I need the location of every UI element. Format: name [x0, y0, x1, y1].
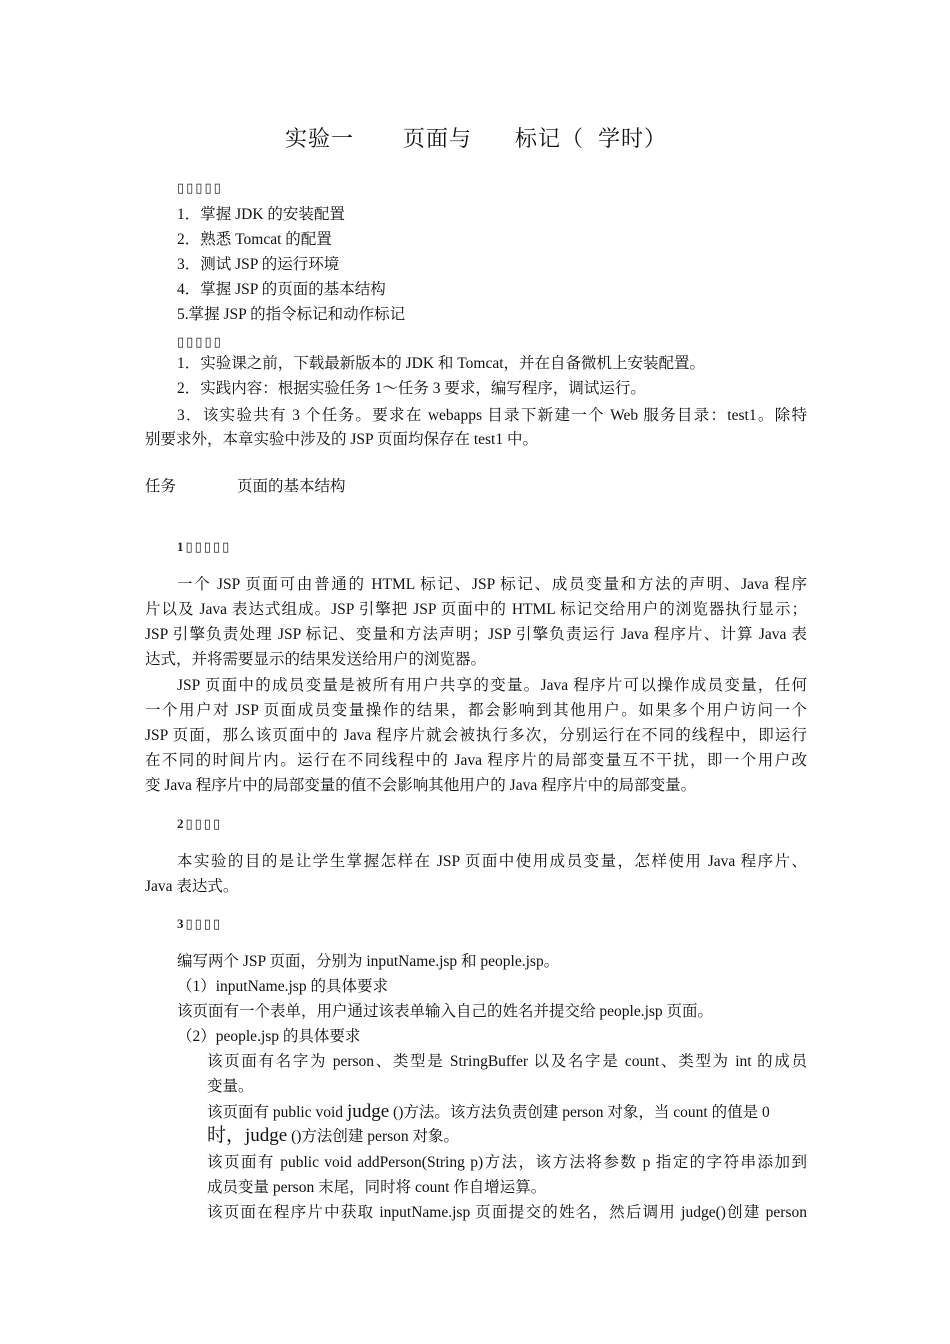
text-run-large: 时， — [207, 1125, 246, 1146]
paragraph-line — [207, 1100, 807, 1125]
paragraph-line: Java 表达式。 — [145, 878, 239, 895]
sub2-heading: 2▯▯▯▯ — [177, 816, 223, 831]
paragraph-line: 变量。 — [207, 1078, 254, 1095]
paragraph-line: 一个用户对 JSP 页面成员变量操作的结果，都会影响到其他用户。如果多个用户访问一个 — [145, 702, 807, 719]
paragraph-line: 在不同的时间片内。运行在不同线程中的 Java 程序片的局部变量互不干扰，即一个用户改 — [145, 752, 807, 769]
title-part4: 学时） — [598, 126, 668, 151]
paragraph-line: 该页面有名字为 person、类型是 StringBuffer 以及名字是 count、类型为 int 的成员 — [207, 1053, 807, 1070]
paragraph-line: 达式，并将需要显示的结果发送给用户的浏览器。 — [145, 651, 487, 668]
objective-item: 2．熟悉 Tomcat 的配置 — [177, 231, 332, 248]
objective-item: 4．掌握 JSP 的页面的基本结构 — [177, 281, 386, 298]
paragraph-line — [207, 1124, 459, 1149]
paragraph-line: JSP 引擎负责处理 JSP 标记、变量和方法声明；JSP 引擎负责运行 Java 程序片、计算 Java 表 — [145, 626, 807, 643]
requirement-item-continued: 别要求外，本章实验中涉及的 JSP 页面均保存在 test1 中。 — [145, 431, 538, 448]
paragraph-line: 一个 JSP 页面可由普通的 HTML 标记、JSP 标记、成员变量和方法的声明、Java 程序 — [177, 576, 807, 593]
requirement-title: （1）inputName.jsp 的具体要求 — [177, 978, 388, 995]
requirement-item: 1．实验课之前，下载最新版本的 JDK 和 Tomcat，并在自备微机上安装配置。 — [177, 355, 706, 372]
text-run: 该页面有 public void — [207, 1104, 347, 1121]
paragraph-line: 编写两个 JSP 页面，分别为 inputName.jsp 和 people.jsp。 — [177, 953, 560, 970]
paragraph-line: 成员变量 person 末尾，同时将 count 作自增运算。 — [207, 1179, 547, 1196]
objective-item: 5.掌握 JSP 的指令标记和动作标记 — [177, 306, 406, 323]
section2-heading: ▯▯▯▯▯ — [177, 334, 223, 349]
paragraph-line: 该页面有 public void addPerson(String p)方法，该方法将参数 p 指定的字符串添加到 — [207, 1154, 807, 1171]
requirement-item: 3．该实验共有 3 个任务。要求在 webapps 目录下新建一个 Web 服务目录：test1。除特 — [177, 407, 807, 424]
requirement-title: （2）people.jsp 的具体要求 — [177, 1028, 361, 1045]
sub1-heading: 1▯▯▯▯▯ — [177, 539, 232, 554]
title-part1: 实验一 — [285, 126, 355, 151]
sub3-heading: 3▯▯▯▯ — [177, 916, 223, 931]
title-part2: 页面与 — [403, 126, 473, 151]
title-part3: 标记（ — [515, 126, 585, 151]
section1-heading: ▯▯▯▯▯ — [177, 180, 223, 195]
text-run-large: judge — [346, 1101, 390, 1122]
paragraph-line: 该页面在程序片中获取 inputName.jsp 页面提交的姓名，然后调用 judge()创建 person — [207, 1204, 807, 1221]
paragraph-line: 本实验的目的是让学生掌握怎样在 JSP 页面中使用成员变量，怎样使用 Java 程序片、 — [177, 853, 807, 870]
task-title: 页面的基本结构 — [237, 478, 346, 495]
task-label: 任务 — [145, 478, 177, 495]
objective-item: 1．掌握 JDK 的安装配置 — [177, 206, 345, 223]
paragraph-line: 片以及 Java 表达式组成。JSP 引擎把 JSP 页面中的 HTML 标记交给用户的浏览器执行显示； — [145, 601, 807, 618]
text-run: ()方法。该方法负责创建 person 对象，当 count 的值是 0 — [389, 1104, 770, 1121]
text-run-large: judge — [245, 1125, 288, 1146]
requirement-item: 2．实践内容：根据实验任务 1～任务 3 要求，编写程序，调试运行。 — [177, 380, 646, 397]
paragraph-line: 变 Java 程序片中的局部变量的值不会影响其他用户的 Java 程序片中的局部变量。 — [145, 777, 697, 794]
objective-item: 3．测试 JSP 的运行环境 — [177, 256, 340, 273]
paragraph-line: 该页面有一个表单，用户通过该表单输入自己的姓名并提交给 people.jsp 页面。 — [177, 1003, 714, 1020]
paragraph-line: JSP 页面，那么该页面中的 Java 程序片就会被执行多次，分别运行在不同的线程中，即运行 — [145, 727, 807, 744]
paragraph-line: JSP 页面中的成员变量是被所有用户共享的变量。Java 程序片可以操作成员变量，任何 — [177, 677, 807, 694]
text-run: ()方法创建 person 对象。 — [287, 1128, 460, 1145]
